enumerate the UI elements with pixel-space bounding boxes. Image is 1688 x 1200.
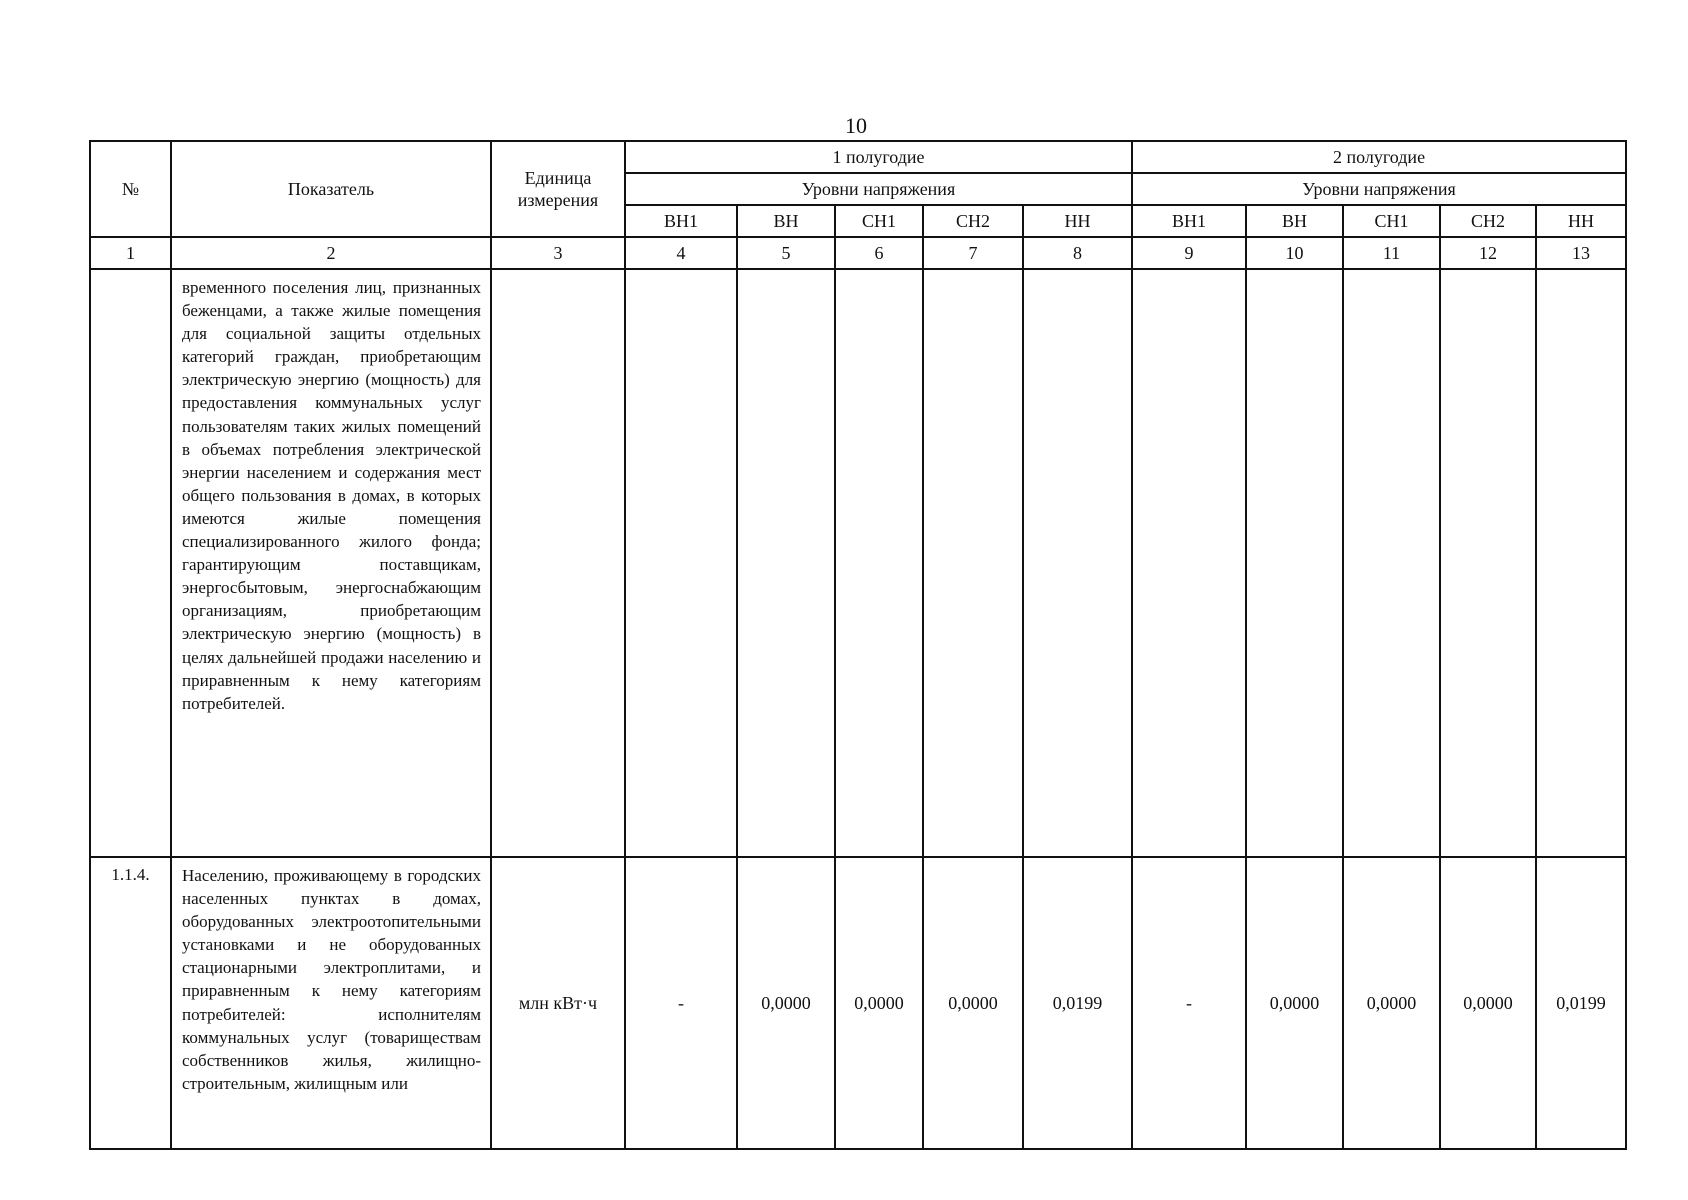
header-level-1-nn: НН — [1023, 205, 1132, 237]
row-value — [625, 269, 737, 857]
header-level-2-sn1: СН1 — [1343, 205, 1440, 237]
header-level-2-vn1: ВН1 — [1132, 205, 1246, 237]
row-indicator: Населению, проживающему в городских населенных пунктах в домах, оборудованных электроотопительными установками и не оборудованных стационарными электроплитами, и приравненным к нему категориям потребителей: исполнителям коммунальных услуг (товариществам собственников жилья, жилищно-строительным, жилищным или — [171, 857, 491, 1149]
column-number: 2 — [171, 237, 491, 269]
row-number: 1.1.4. — [90, 857, 171, 1149]
column-number: 5 — [737, 237, 835, 269]
row-value — [923, 269, 1023, 857]
row-value — [1440, 269, 1536, 857]
row-value: 0,0000 — [737, 857, 835, 1149]
row-value — [1023, 269, 1132, 857]
row-value: 0,0199 — [1023, 857, 1132, 1149]
column-number: 9 — [1132, 237, 1246, 269]
header-level-1-vn: ВН — [737, 205, 835, 237]
row-value: - — [1132, 857, 1246, 1149]
row-value — [1343, 269, 1440, 857]
header-voltage-levels-2: Уровни напряжения — [1132, 173, 1626, 205]
column-number: 7 — [923, 237, 1023, 269]
row-value: 0,0000 — [1440, 857, 1536, 1149]
row-unit — [491, 269, 625, 857]
column-number: 12 — [1440, 237, 1536, 269]
column-number: 13 — [1536, 237, 1626, 269]
column-number: 6 — [835, 237, 923, 269]
header-level-2-vn: ВН — [1246, 205, 1343, 237]
header-level-1-sn2: СН2 — [923, 205, 1023, 237]
row-value — [1536, 269, 1626, 857]
row-indicator: временного поселения лиц, признанных беженцами, а также жилые помещения для социальной защиты отдельных категорий граждан, приобретающим электрическую энергию (мощность) для предоставления коммунальных услуг пользователям таких жилых помещений в объемах потребления электрической энергии населением и содержания мест общего пользования в домах, в которых имеются жилые помещения специализированного жилого фонда; гарантирующим поставщикам, энергосбытовым, энергоснабжающим организациям, приобретающим электрическую энергию (мощность) в целях дальнейшей продажи населению и приравненным к нему категориям потребителей. — [171, 269, 491, 857]
row-value: 0,0000 — [923, 857, 1023, 1149]
tariff-table — [89, 140, 1627, 1150]
table-row — [90, 857, 1626, 1149]
row-value: 0,0199 — [1536, 857, 1626, 1149]
row-value — [835, 269, 923, 857]
column-number-row — [90, 237, 1626, 269]
row-number — [90, 269, 171, 857]
header-level-1-sn1: СН1 — [835, 205, 923, 237]
header-unit: Единица измерения — [491, 141, 625, 237]
header-level-2-nn: НН — [1536, 205, 1626, 237]
row-value — [1246, 269, 1343, 857]
row-unit: млн кВт·ч — [491, 857, 625, 1149]
row-value — [737, 269, 835, 857]
row-value — [1132, 269, 1246, 857]
header-half-2: 2 полугодие — [1132, 141, 1626, 173]
row-value: - — [625, 857, 737, 1149]
row-value: 0,0000 — [1343, 857, 1440, 1149]
header-indicator: Показатель — [171, 141, 491, 237]
row-value: 0,0000 — [835, 857, 923, 1149]
column-number: 4 — [625, 237, 737, 269]
row-value: 0,0000 — [1246, 857, 1343, 1149]
column-number: 11 — [1343, 237, 1440, 269]
header-half-1: 1 полугодие — [625, 141, 1132, 173]
header-voltage-levels-1: Уровни напряжения — [625, 173, 1132, 205]
table-row — [90, 269, 1626, 857]
header-level-2-sn2: СН2 — [1440, 205, 1536, 237]
page-number: 10 — [845, 113, 867, 138]
header-level-1-vn1: ВН1 — [625, 205, 737, 237]
column-number: 1 — [90, 237, 171, 269]
column-number: 10 — [1246, 237, 1343, 269]
column-number: 3 — [491, 237, 625, 269]
column-number: 8 — [1023, 237, 1132, 269]
header-num: № — [90, 141, 171, 237]
